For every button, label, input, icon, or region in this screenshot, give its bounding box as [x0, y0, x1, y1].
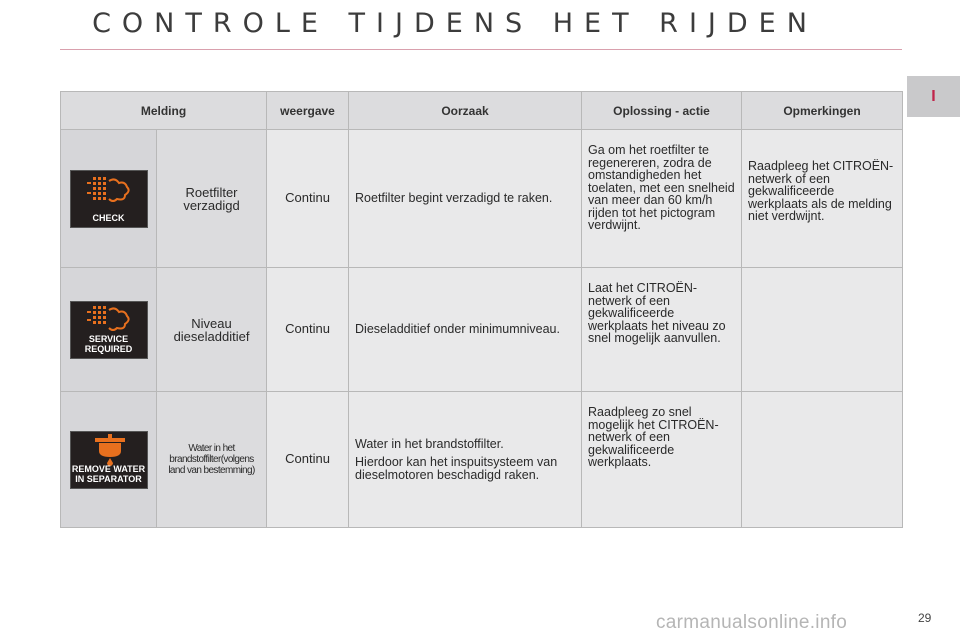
water-separator-symbol	[71, 434, 149, 466]
solution-text: Raadpleeg zo snel mogelijk het CITROËN-netwerk of een gekwalificeerde werkplaats.	[582, 392, 742, 528]
cause-cell	[349, 130, 582, 268]
message-name: Roetfilter verzadigd	[157, 130, 267, 268]
chapter-tab[interactable]	[907, 76, 960, 117]
cause-text: Hierdoor kan het inspuitsysteem van dieselmotoren beschadigd raken.	[355, 455, 558, 482]
remark-text	[742, 392, 903, 528]
title-divider	[60, 49, 902, 50]
page-number: 29	[918, 611, 932, 625]
icon-cell	[61, 268, 157, 392]
icon-cell	[61, 392, 157, 528]
column-header-opmerkingen: Opmerkingen	[742, 92, 903, 130]
column-header-weergave: weergave	[267, 92, 349, 130]
icon-caption: SERVICE REQUIRED	[84, 333, 133, 354]
watermark: carmanualsonline.info	[656, 612, 848, 633]
display-mode: Continu	[267, 130, 349, 268]
message-name: Water in het brandstoffilter(volgens land van bestemming)	[157, 392, 267, 528]
particle-filter-symbol	[71, 173, 149, 209]
icon-caption: CHECK	[92, 212, 125, 223]
display-mode: Continu	[267, 392, 349, 528]
water-in-fuel-warning-icon	[70, 431, 148, 489]
solution-text: Laat het CITROËN-netwerk of een gekwalificeerde werkplaats het niveau zo snel mogelijk aanvullen.	[582, 268, 742, 392]
particle-filter-warning-icon	[70, 170, 148, 228]
display-mode: Continu	[267, 268, 349, 392]
remark-text	[742, 268, 903, 392]
diesel-additive-symbol	[71, 304, 149, 336]
icon-cell	[61, 130, 157, 268]
cause-text: Water in het brandstoffilter.	[355, 436, 504, 451]
solution-text: Ga om het roetfilter te regenereren, zodra de omstandigheden het toelaten, met een snelheid van meer dan 60 km/h rijden tot het pictogram verdwijnt.	[582, 130, 742, 268]
remark-text: Raadpleeg het CITROËN-netwerk of een gekwalificeerde werkplaats als de melding niet verdwijnt.	[742, 130, 903, 268]
cause-text: Dieseladditief onder minimumniveau.	[355, 322, 560, 337]
table-header-row	[61, 92, 903, 130]
cause-text: Roetfilter begint verzadigd te raken.	[355, 191, 553, 206]
column-header-melding: Melding	[61, 92, 267, 130]
cause-cell	[349, 392, 582, 528]
cause-cell	[349, 268, 582, 392]
message-name: Niveau dieseladditief	[157, 268, 267, 392]
column-header-oorzaak: Oorzaak	[349, 92, 582, 130]
chapter-marker: I	[931, 87, 936, 105]
table-row	[61, 268, 903, 392]
column-header-oplossing: Oplossing - actie	[582, 92, 742, 130]
table-row	[61, 130, 903, 268]
table-row	[61, 392, 903, 528]
icon-caption: REMOVE WATER IN SEPARATOR	[71, 463, 146, 484]
diesel-additive-warning-icon	[70, 301, 148, 359]
page-title: CONTROLE TIJDENS HET RIJDEN	[92, 8, 818, 39]
warning-messages-table	[60, 91, 903, 528]
